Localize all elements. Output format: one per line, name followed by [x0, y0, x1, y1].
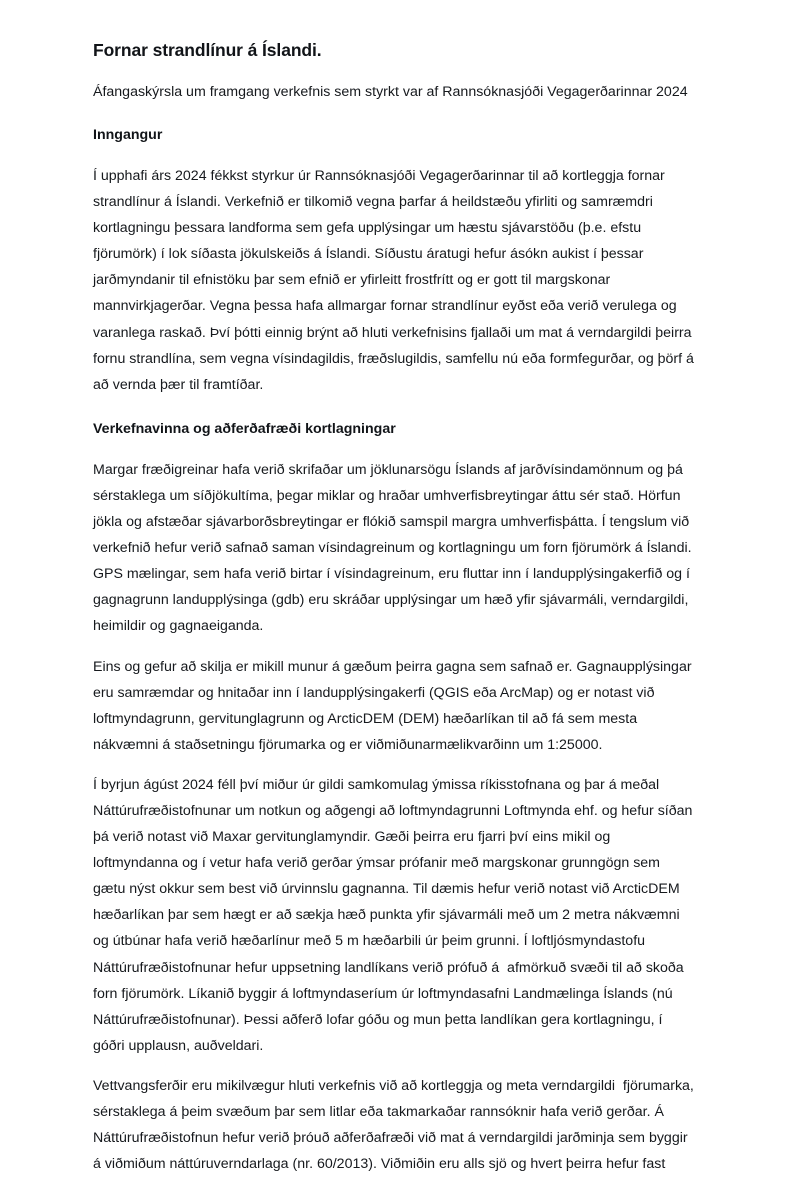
paragraph-inngangur-1: Í upphafi árs 2024 fékkst styrkur úr Rannsóknasjóði Vegagerðarinnar til að kortleggja fornar strandlínur á Íslandi. Verkefnið er tilkomið vegna þarfar á heildstæðu yfirliti og samræmdri kortlagningu þessara landforma sem gefa upplýsingar um hæstu sjávarstöðu (þ.e. efstu fjörumörk) í lok síðasta jökulskeiðs á Íslandi. Síðustu áratugi hefur ásókn aukist í þessar jarðmyndanir til efnistöku þar sem efnið er yfirleitt frostfrítt og er gott til margskonar mannvirkjagerðar. Vegna þessa hafa allmargar fornar strandlínur eyðst eða verið verulega og varanlega raskað. Því þótti einnig brýnt að hluti verkefnisins fjallaði um mat á verndargildi þeirra fornu strandlína, sem vegna vísindagildis, fræðslugildis, samfellu nú eða formfegurðar, og þörf á að vernda þær til framtíðar. — [93, 168, 698, 393]
page-title: Fornar strandlínur á Íslandi. — [93, 40, 322, 60]
paragraph-verkefnavinna-3: Í byrjun ágúst 2024 féll því miður úr gildi samkomulag ýmissa ríkisstofnana og þar á meðal Náttúrufræðistofnunar um notkun og aðgengi að loftmyndagrunni Loftmynda ehf. og hefur síðan þá verið notast við Maxar gervitunglamyndir. Gæði þeirra eru fjarri því eins mikil og loftmyndanna og í vetur hafa verið gerðar ýmsar prófanir með margskonar grunngögn sem gætu nýst okkur sem best við úrvinnslu gagnanna. Til dæmis hefur verið notast við ArcticDEM hæðarlíkan þar sem hægt er að sækja hæð punkta yfir sjávarmáli með um 2 metra nákvæmni og útbúnar hafa verið hæðarlínur með 5 m hæðarbili úr þeim grunni. Í loftljósmyndastofu Náttúrufræðistofnunar hefur uppsetning landlíkans verið prófuð á afmörkuð svæði til að skoða forn fjörumörk. Líkanið byggir á loftmyndaseríum úr loftmyndasafni Landmælinga Íslands (nú Náttúrufræðistofnunar). Þessi aðferð lofar góðu og mun þetta landlíkan gera kortlagningu, í góðri upplausn, auðveldari. — [93, 776, 697, 1054]
section-heading-inngangur: Inngangur — [93, 127, 163, 143]
document-subtitle: Áfangaskýrsla um framgang verkefnis sem styrkt var af Rannsóknasjóði Vegagerðarinnar 2024 — [93, 84, 688, 100]
section-heading-verkefnavinna: Verkefnavinna og aðferðafræði kortlagningar — [93, 420, 396, 437]
paragraph-verkefnavinna-1: Margar fræðigreinar hafa verið skrifaðar um jöklunarsögu Íslands af jarðvísindamönnum og þá sérstaklega um síðjökultíma, þegar miklar og hraðar umhverfisbreytingar áttu sér stað. Hörfun jökla og afstæðar sjávarborðsbreytingar er flókið samspil margra umhverfisþátta. Í tengslum við verkefnið hefur verið safnað saman vísindagreinum og kortlagningu um forn fjörumörk á Íslandi. GPS mælingar, sem hafa verið birtar í vísindagreinum, eru fluttar inn í landupplýsingakerfið og í gagnagrunn landupplýsinga (gdb) eru skráðar upplýsingar um hæð yfir sjávarmáli, verndargildi, heimildir og gagnaeiganda. — [93, 461, 696, 635]
paragraph-verkefnavinna-2: Eins og gefur að skilja er mikill munur á gæðum þeirra gagna sem safnað er. Gagnaupplýsingar eru samræmdar og hnitaðar inn í landupplýsingakerfi (QGIS eða ArcMap) og er notast við loftmyndagrunn, gervitunglagrunn og ArcticDEM (DEM) hæðarlíkan til að fá sem mesta nákvæmni á staðsetningu fjörumarka og er viðmiðunarmælikvarðinn um 1:25000. — [93, 658, 696, 753]
paragraph-verkefnavinna-4: Vettvangsferðir eru mikilvægur hluti verkefnis við að kortleggja og meta verndargildi fjörumarka, sérstaklega á þeim svæðum þar sem litlar eða takmarkaðar rannsóknir hafa verið gerðar. Á Náttúrufræðistofnun hefur verið þróuð aðferðafræði við mat á verndargildi jarðminja sem byggir á viðmiðum náttúruverndarlaga (nr. 60/2013). Viðmiðin eru alls sjö og hvert þeirra hefur fast — [93, 1077, 698, 1173]
